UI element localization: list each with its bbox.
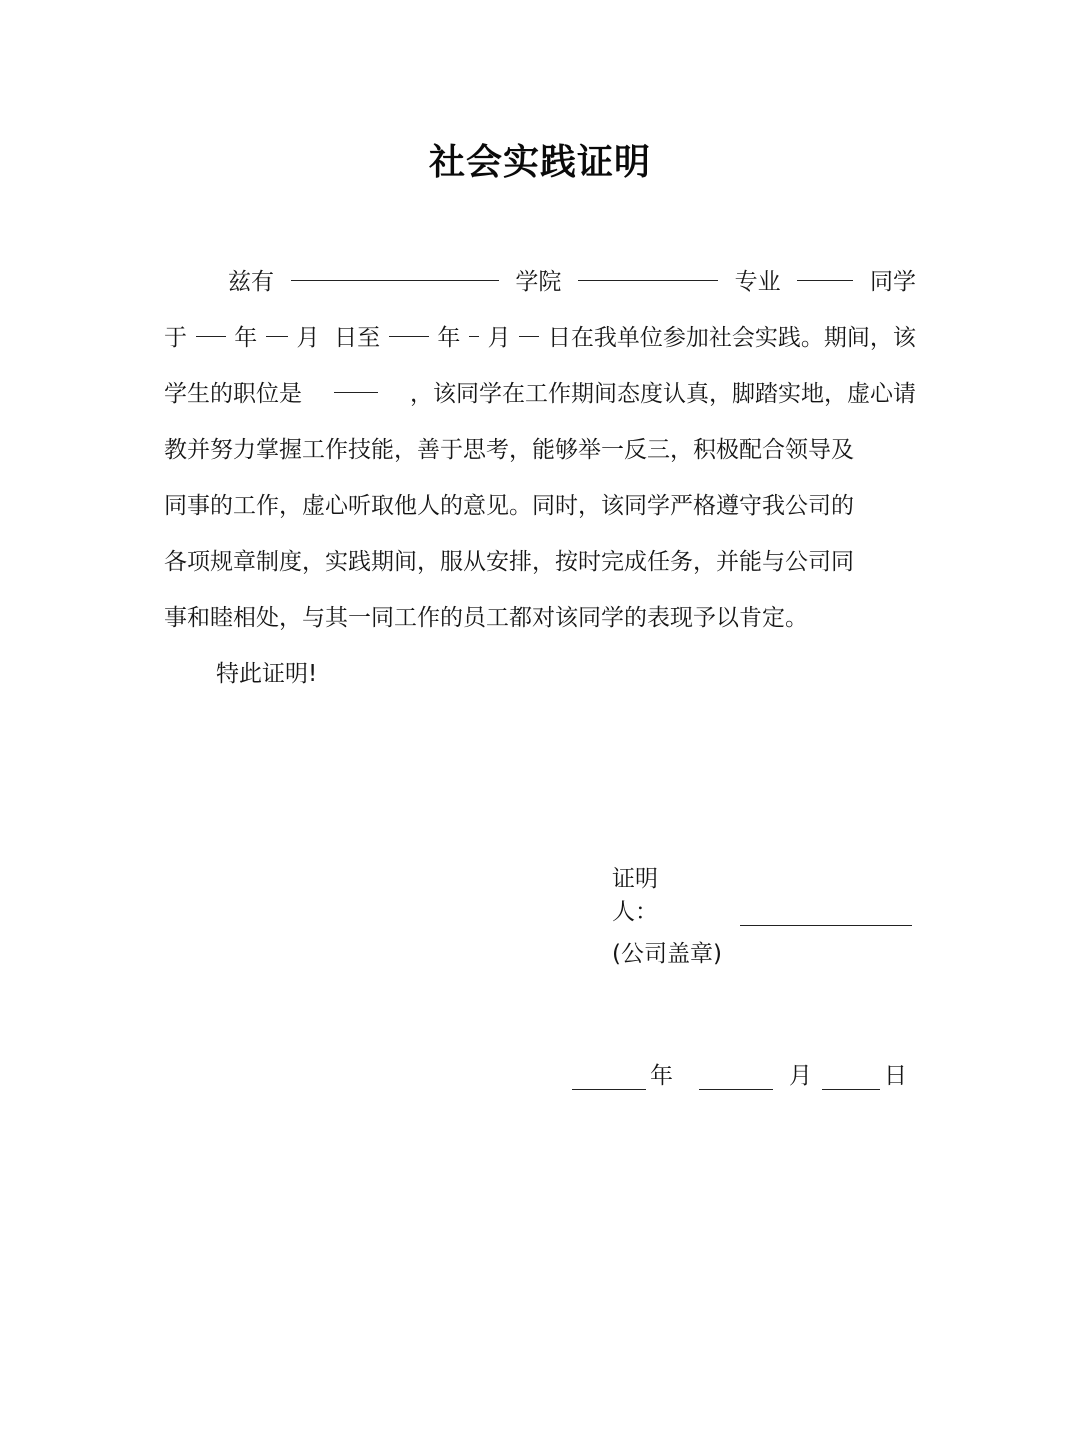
school-label: 学院	[515, 269, 562, 295]
intro-prefix: 兹有	[228, 269, 274, 295]
signature-area	[612, 866, 916, 982]
certificate-body	[164, 254, 916, 702]
start-year-blank[interactable]	[196, 310, 226, 337]
from-label: 于	[164, 325, 187, 351]
classmate-label: 同学	[869, 269, 916, 295]
certifier-row	[612, 866, 916, 926]
body-line-5: 同事的工作，虚心听取他人的意见。同时，该同学严格遵守我公司的	[164, 493, 854, 519]
certifier-blank[interactable]	[740, 899, 912, 926]
body-line-4: 教并努力掌握工作技能，善于思考，能够举一反三，积极配合领导及	[164, 437, 854, 463]
start-month-label: 月	[296, 325, 320, 351]
start-year-label: 年	[234, 325, 258, 351]
body-line-7: 事和睦相处，与其一同工作的员工都对该同学的表现予以肯定。	[164, 605, 808, 631]
end-day-rest: 日在我单位参加社会实践。期间，该	[547, 325, 916, 351]
body-line-2	[164, 310, 916, 366]
end-month-blank[interactable]	[469, 310, 479, 337]
end-day-blank[interactable]	[519, 310, 539, 337]
start-day-to-label: 日至	[334, 325, 381, 351]
company-seal-label: (公司盖章)	[612, 941, 722, 967]
date-day-blank[interactable]	[822, 1063, 880, 1090]
date-line	[572, 1040, 916, 1090]
date-month-blank[interactable]	[699, 1063, 773, 1090]
closing-statement: 特此证明!	[216, 661, 318, 687]
body-line-6: 各项规章制度，实践期间，服从安排，按时完成任务，并能与公司同	[164, 549, 854, 575]
school-blank[interactable]	[578, 254, 718, 281]
date-year-blank[interactable]	[572, 1063, 646, 1090]
body-line-1	[164, 254, 916, 310]
date-month-label: 月	[789, 1063, 812, 1089]
body-line-3-rest: ，该同学在工作期间态度认真，脚踏实地，虚心请	[410, 381, 916, 407]
end-month-label: 月	[487, 325, 511, 351]
page-title: 社会实践证明	[428, 142, 651, 183]
certifier-label: 证明人：	[612, 866, 658, 925]
date-day-label: 日	[884, 1063, 907, 1089]
end-year-blank[interactable]	[389, 310, 429, 337]
major-blank[interactable]	[797, 254, 853, 281]
major-label: 专业	[734, 269, 781, 295]
start-month-blank[interactable]	[266, 310, 288, 337]
student-name-blank[interactable]	[291, 254, 499, 281]
position-label: 学生的职位是	[164, 381, 302, 407]
position-blank[interactable]	[334, 366, 378, 393]
end-year-label: 年	[437, 325, 461, 351]
body-line-3	[164, 366, 916, 422]
date-year-label: 年	[650, 1063, 673, 1089]
